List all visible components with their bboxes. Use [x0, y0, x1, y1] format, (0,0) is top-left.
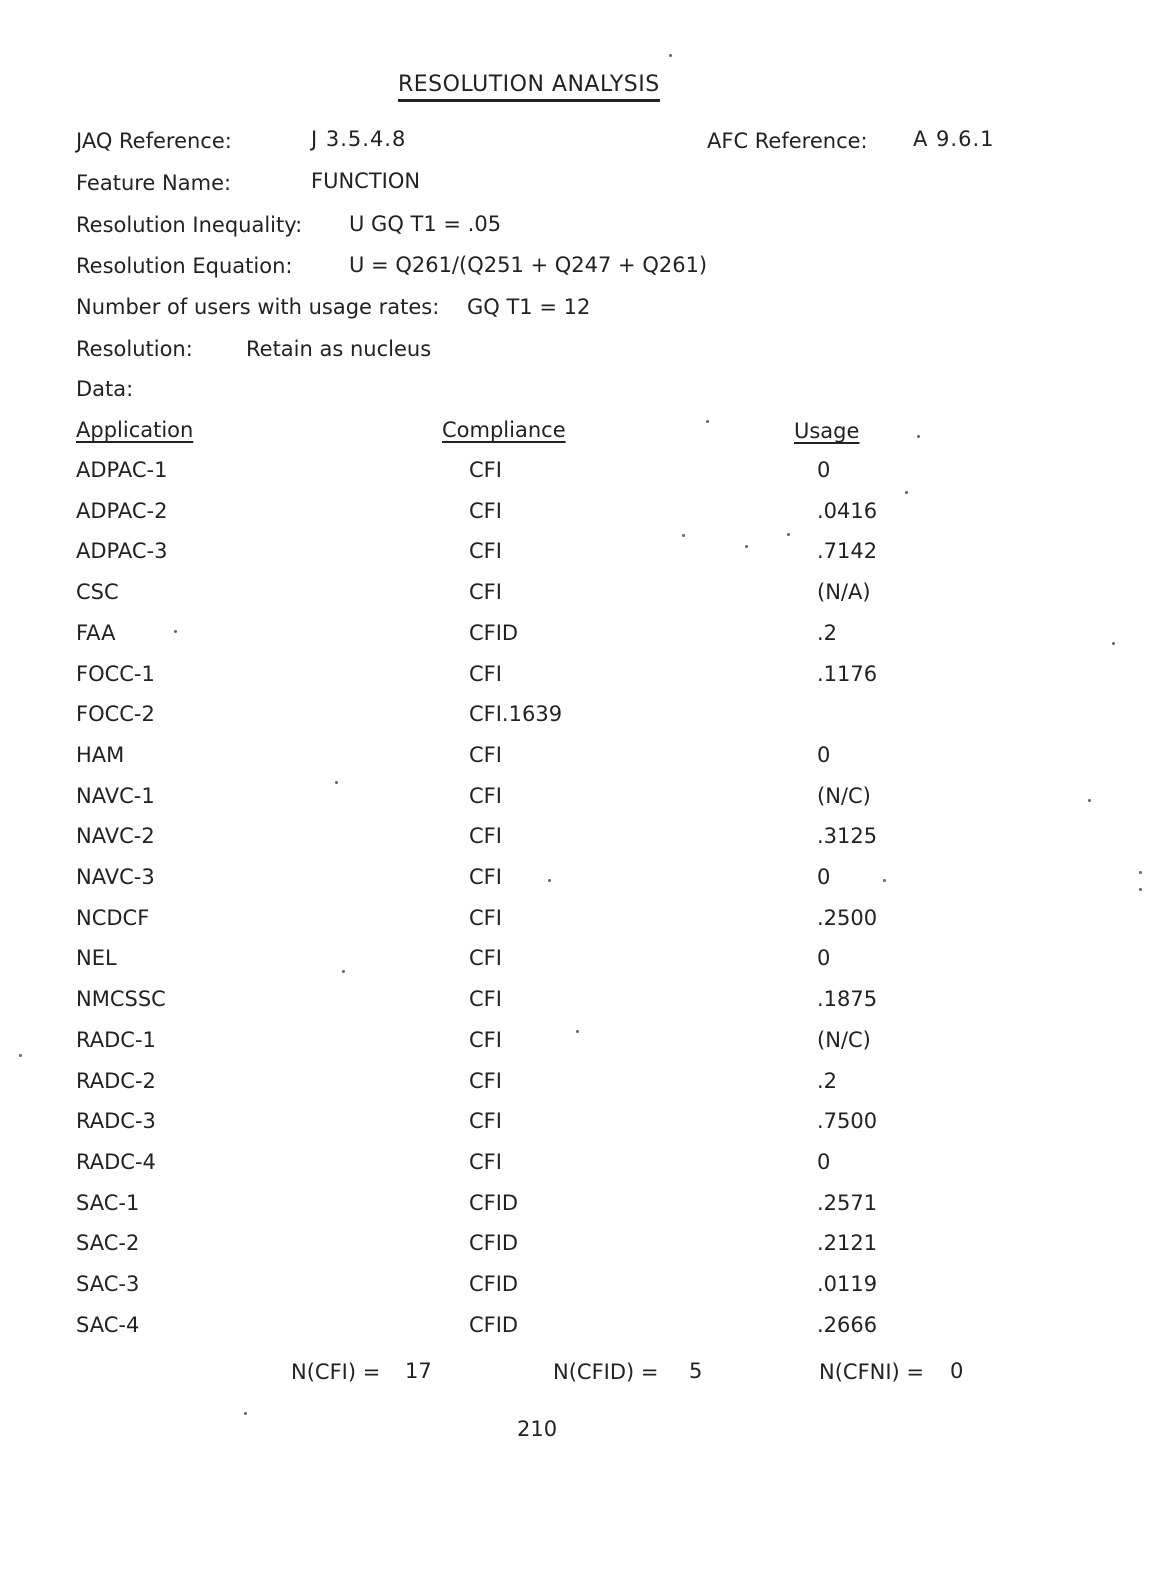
scan-speck [745, 545, 748, 548]
cell-application: RADC-3 [76, 1109, 156, 1133]
column-header-compliance: Compliance [442, 418, 566, 442]
resolution-equation-label: Resolution Equation: [76, 254, 293, 278]
scan-speck [917, 435, 920, 438]
cell-application: FOCC-2 [76, 702, 155, 726]
total-cfid-label: N(CFID) = [553, 1360, 659, 1384]
cell-application: NAVC-1 [76, 784, 155, 808]
cell-compliance: CFI [469, 906, 502, 930]
cell-usage: .2571 [817, 1191, 878, 1215]
scan-speck [1088, 799, 1091, 802]
cell-application: ADPAC-3 [76, 539, 168, 563]
cell-compliance: CFI [469, 946, 502, 970]
cell-application: SAC-2 [76, 1231, 140, 1255]
cell-compliance: CFID [469, 1313, 519, 1337]
cell-compliance: CFID [469, 1231, 519, 1255]
scan-speck [669, 54, 672, 57]
cell-application: HAM [76, 743, 125, 767]
cell-usage: 0 [817, 458, 831, 482]
cell-usage: (N/C) [817, 784, 871, 808]
cell-compliance: CFI [469, 1069, 502, 1093]
cell-compliance: CFI [469, 499, 502, 523]
scan-speck [548, 879, 551, 882]
scan-speck [1139, 888, 1142, 891]
total-cfid-value: 5 [689, 1359, 703, 1383]
total-cfi-value: 17 [405, 1359, 432, 1383]
scan-speck [19, 1054, 22, 1057]
jaq-reference-label: JAQ Reference: [76, 129, 232, 153]
resolution-equation-value: U = Q261/(Q251 + Q247 + Q261) [349, 253, 708, 277]
cell-application: SAC-3 [76, 1272, 140, 1296]
scan-speck [174, 630, 177, 633]
cell-usage: .0119 [817, 1272, 878, 1296]
cell-application: ADPAC-1 [76, 458, 168, 482]
data-label: Data: [76, 377, 134, 401]
cell-compliance: CFID [469, 1191, 519, 1215]
cell-application: FOCC-1 [76, 662, 155, 686]
scan-speck [244, 1412, 247, 1415]
scan-speck [576, 1030, 579, 1033]
cell-usage: 0 [817, 946, 831, 970]
cell-compliance: CFI [469, 458, 502, 482]
cell-usage: .2 [817, 621, 838, 645]
cell-application: RADC-1 [76, 1028, 156, 1052]
cell-usage: .2500 [817, 906, 878, 930]
resolution-value: Retain as nucleus [246, 337, 432, 361]
page-number: 210 [517, 1417, 558, 1441]
resolution-inequality-label: Resolution Inequality: [76, 213, 303, 237]
cell-usage: (N/C) [817, 1028, 871, 1052]
cell-application: SAC-1 [76, 1191, 140, 1215]
cell-application: NAVC-3 [76, 865, 155, 889]
jaq-reference-value: J 3.5.4.8 [311, 127, 407, 151]
cell-compliance: CFI [469, 987, 502, 1011]
cell-compliance: CFI [469, 1109, 502, 1133]
cell-usage: .2121 [817, 1231, 878, 1255]
cell-compliance: CFI [469, 865, 502, 889]
page-title: RESOLUTION ANALYSIS [398, 72, 660, 102]
scan-speck [682, 534, 685, 537]
cell-usage: .7500 [817, 1109, 878, 1133]
cell-usage: .7142 [817, 539, 878, 563]
scan-speck [905, 491, 908, 494]
cell-usage: .2 [817, 1069, 838, 1093]
cell-compliance: CFID [469, 621, 519, 645]
cell-application: ADPAC-2 [76, 499, 168, 523]
cell-compliance: CFI [469, 662, 502, 686]
afc-reference-value: A 9.6.1 [913, 127, 995, 151]
resolution-inequality-value: U GQ T1 = .05 [349, 212, 502, 236]
afc-reference-label: AFC Reference: [707, 129, 868, 153]
cell-usage: (N/A) [817, 580, 871, 604]
cell-usage: 0 [817, 743, 831, 767]
scan-speck [335, 781, 338, 784]
column-header-usage: Usage [794, 419, 860, 443]
cell-usage: 0 [817, 865, 831, 889]
cell-usage: .2666 [817, 1313, 878, 1337]
cell-application: NCDCF [76, 906, 150, 930]
cell-application: NEL [76, 946, 117, 970]
users-count-label: Number of users with usage rates: [76, 295, 440, 319]
scan-speck [1112, 642, 1115, 645]
feature-name-value: FUNCTION [311, 169, 421, 193]
scan-speck [883, 879, 886, 882]
cell-application: NAVC-2 [76, 824, 155, 848]
users-count-value: GQ T1 = 12 [467, 295, 591, 319]
cell-application: FAA [76, 621, 116, 645]
total-cfi-label: N(CFI) = [291, 1360, 381, 1384]
total-cfni-value: 0 [950, 1359, 964, 1383]
scan-speck [1139, 871, 1142, 874]
cell-usage: 0 [817, 1150, 831, 1174]
cell-compliance: CFI.1639 [469, 702, 563, 726]
cell-compliance: CFI [469, 539, 502, 563]
cell-compliance: CFI [469, 1028, 502, 1052]
cell-application: NMCSSC [76, 987, 166, 1011]
cell-compliance: CFI [469, 784, 502, 808]
resolution-label: Resolution: [76, 337, 193, 361]
cell-compliance: CFID [469, 1272, 519, 1296]
feature-name-label: Feature Name: [76, 171, 232, 195]
cell-usage: .3125 [817, 824, 878, 848]
column-header-application: Application [76, 418, 194, 442]
cell-compliance: CFI [469, 1150, 502, 1174]
cell-usage: .1875 [817, 987, 878, 1011]
cell-usage: .1176 [817, 662, 878, 686]
cell-compliance: CFI [469, 743, 502, 767]
total-cfni-label: N(CFNI) = [819, 1360, 925, 1384]
scan-speck [342, 970, 345, 973]
cell-application: RADC-2 [76, 1069, 156, 1093]
scan-speck [706, 420, 709, 423]
cell-application: CSC [76, 580, 119, 604]
cell-application: SAC-4 [76, 1313, 140, 1337]
cell-application: RADC-4 [76, 1150, 156, 1174]
cell-compliance: CFI [469, 824, 502, 848]
scan-speck [787, 533, 790, 536]
cell-usage: .0416 [817, 499, 878, 523]
cell-compliance: CFI [469, 580, 502, 604]
